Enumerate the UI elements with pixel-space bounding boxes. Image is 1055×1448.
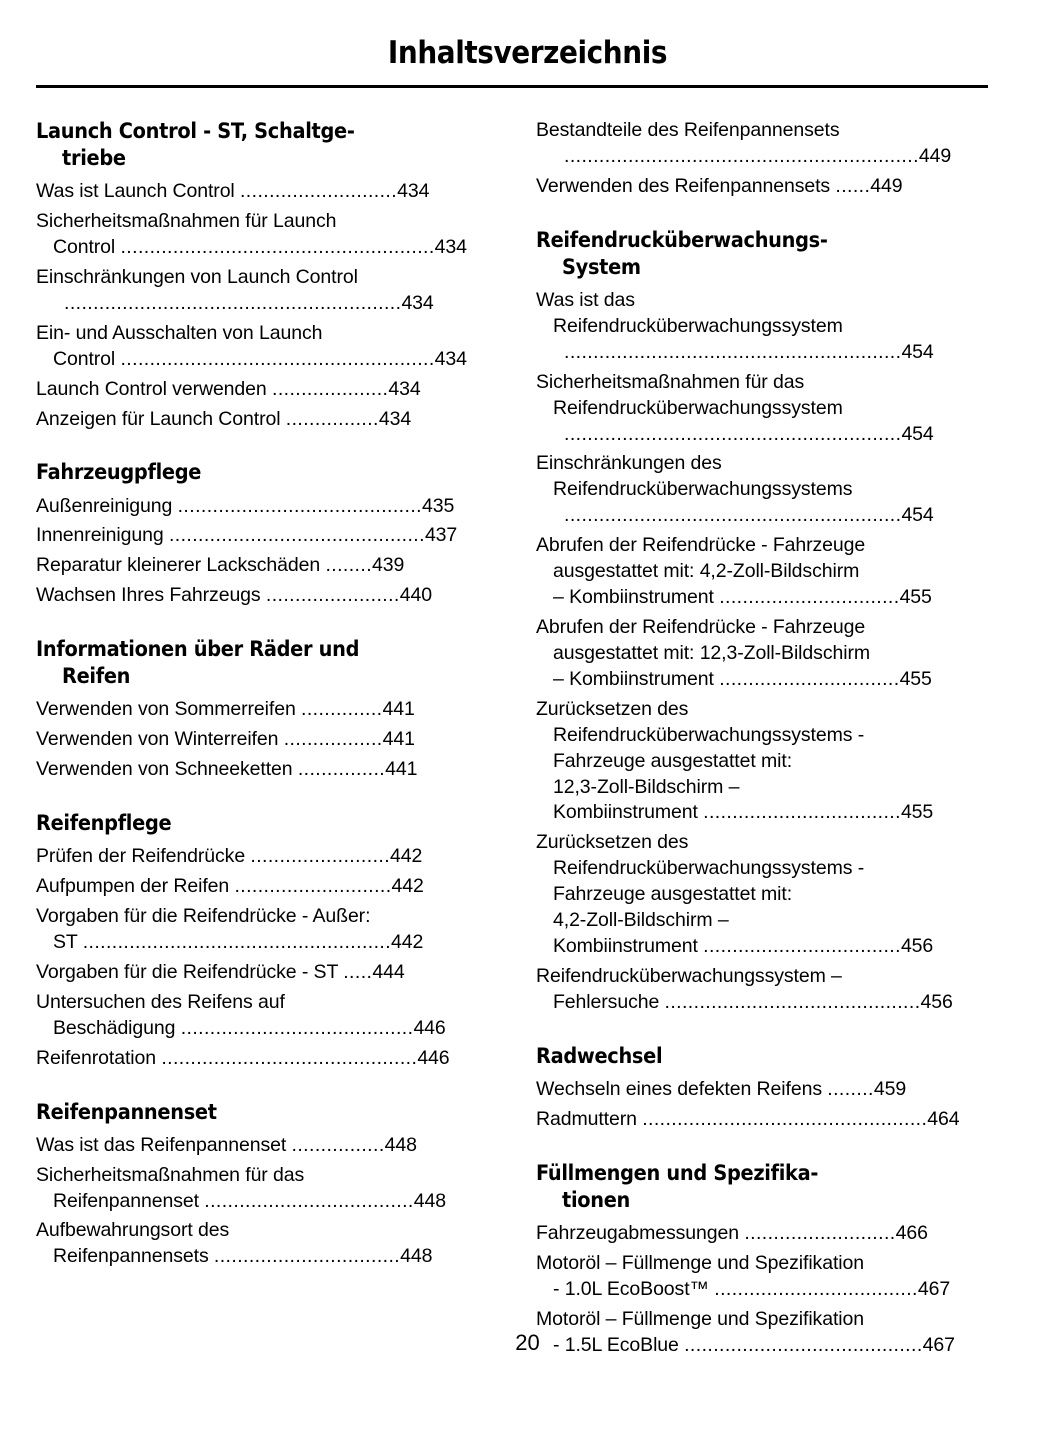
- toc-section: [536, 118, 1006, 200]
- toc-page-number: 434: [378, 407, 412, 430]
- toc-entry-line: [536, 964, 1006, 990]
- toc-entry[interactable]: [536, 370, 1006, 448]
- toc-entry-line: [536, 723, 1006, 749]
- toc-entry[interactable]: [36, 265, 506, 317]
- toc-entry-text: Verwenden des Reifenpannensets: [536, 174, 836, 197]
- toc-entry-line: [536, 882, 1006, 908]
- section-heading-line: Reifendrucküberwachungs-: [536, 227, 828, 253]
- toc-section: [36, 810, 506, 1071]
- toc-entry-text: Innenreinigung: [36, 524, 169, 547]
- toc-page-number: 442: [391, 875, 424, 898]
- toc-entry-line: [536, 533, 1006, 559]
- dot-leader: ..........................................................: [564, 340, 902, 363]
- toc-entry-line: [36, 930, 506, 956]
- page-number: 20: [515, 1330, 540, 1355]
- toc-page-number: 442: [390, 845, 423, 868]
- toc-entry[interactable]: [36, 1046, 506, 1072]
- toc-entry-line: [536, 830, 1006, 856]
- toc-entry-text: Control: [53, 347, 121, 370]
- toc-entry-line: [536, 396, 1006, 422]
- toc-entry-text: Zurücksetzen des: [536, 831, 689, 854]
- toc-entry[interactable]: [36, 1163, 506, 1215]
- toc-entry-text: Prüfen der Reifendrücke: [36, 845, 251, 868]
- toc-page-number: 464: [927, 1107, 960, 1130]
- toc-entry[interactable]: [536, 533, 1006, 611]
- toc-entry-text: Wachsen Ihres Fahrzeugs: [36, 584, 266, 607]
- toc-entry-line: [36, 494, 506, 520]
- toc-entry-text: Fahrzeugabmessungen: [536, 1221, 745, 1244]
- toc-entry-line: [536, 370, 1006, 396]
- toc-entry-line: [36, 291, 506, 317]
- toc-entry-text: Reifendrucküberwachungssystem: [553, 396, 843, 419]
- toc-entry-line: [536, 934, 1006, 960]
- dot-leader: .................................................: [642, 1107, 928, 1130]
- toc-page-number: 439: [372, 554, 405, 577]
- toc-entry-line: [36, 1133, 506, 1159]
- toc-entry-line: [36, 347, 506, 373]
- toc-page-number: 435: [421, 494, 455, 517]
- toc-entry[interactable]: [536, 288, 1006, 366]
- dot-leader: ........................................: [180, 1016, 414, 1039]
- toc-entry-text: Zurücksetzen des: [536, 697, 689, 720]
- toc-entry-line: [36, 990, 506, 1016]
- toc-page-number: 456: [900, 935, 934, 958]
- toc-entry-text: Reifenrotation: [36, 1046, 162, 1069]
- toc-page-number: 434: [401, 291, 434, 314]
- section-heading-line: Informationen über Räder und: [36, 637, 360, 663]
- toc-entry-line: [36, 1046, 506, 1072]
- toc-entry-text: ST: [53, 930, 83, 953]
- dot-leader: ....................: [272, 377, 389, 400]
- toc-page-number: 441: [382, 698, 415, 721]
- toc-entry[interactable]: [36, 757, 506, 783]
- toc-entry-line: [36, 697, 506, 723]
- toc-entry[interactable]: [536, 1251, 1006, 1303]
- toc-entry-line: [536, 1251, 1006, 1277]
- toc-entry-line: [36, 583, 506, 609]
- toc-entry-text: Fehlersuche: [553, 990, 665, 1013]
- toc-entry-text: ausgestattet mit: 12,3-Zoll-Bildschirm: [553, 641, 870, 664]
- section-heading-line: Reifen: [62, 664, 131, 690]
- toc-section: [36, 636, 506, 783]
- toc-entry-line: [536, 118, 1006, 144]
- toc-entry[interactable]: [536, 174, 1006, 200]
- toc-entry-text: Reifenpannensets: [53, 1245, 214, 1268]
- dot-leader: ...........................: [239, 180, 398, 203]
- toc-entry-line: [36, 727, 506, 753]
- section-heading-line: System: [562, 254, 641, 280]
- section-heading: [36, 1099, 506, 1126]
- toc-entry-text: Reifendrucküberwachungssystem: [553, 314, 843, 337]
- toc-entry[interactable]: [536, 697, 1006, 827]
- toc-entry-line: [36, 844, 506, 870]
- toc-entry[interactable]: [36, 990, 506, 1042]
- toc-entry-line: [536, 288, 1006, 314]
- toc-entry-line: [36, 209, 506, 235]
- toc-page-number: 440: [399, 584, 432, 607]
- toc-entry-line: [36, 757, 506, 783]
- dot-leader: ............................................: [168, 524, 425, 547]
- dot-leader: ...............................: [719, 586, 900, 609]
- left-column: [36, 118, 506, 1363]
- toc-page-number: 449: [918, 144, 952, 167]
- toc-entry-text: Control: [53, 236, 121, 258]
- toc-entry-text: Reifendrucküberwachungssystems -: [553, 857, 865, 880]
- section-heading-line: Reifenpflege: [36, 811, 172, 837]
- toc-entry-line: [536, 314, 1006, 340]
- toc-entry-line: [536, 174, 1006, 200]
- section-heading: [536, 1043, 1006, 1070]
- toc-entry-text: 12,3-Zoll-Bildschirm –: [553, 775, 740, 798]
- toc-entry-line: [536, 615, 1006, 641]
- dot-leader: .............................................................: [564, 144, 919, 167]
- toc-entry-line: [36, 1163, 506, 1189]
- dot-leader: ..........................................: [177, 494, 422, 517]
- toc-entry-text: Vorgaben für die Reifendrücke - ST: [36, 960, 344, 983]
- dot-leader: ...................................: [714, 1277, 918, 1300]
- dot-leader: ............................................: [664, 990, 921, 1013]
- toc-page-number: 448: [384, 1133, 417, 1156]
- toc-entry-text: Was ist Launch Control: [36, 180, 240, 203]
- toc-page-number: 455: [899, 586, 932, 609]
- toc-entry-line: [36, 265, 506, 291]
- toc-entry-text: Reifendrucküberwachungssystems -: [553, 723, 865, 746]
- dot-leader: .......................: [265, 584, 400, 607]
- toc-entry-line: [536, 775, 1006, 801]
- toc-columns: [0, 118, 1055, 1363]
- toc-entry-text: Wechseln eines defekten Reifens: [536, 1077, 828, 1100]
- dot-leader: .................: [283, 728, 383, 751]
- dot-leader: ........................: [250, 845, 391, 868]
- toc-entry-text: Verwenden von Winterreifen: [36, 728, 284, 751]
- dot-leader: ........: [325, 554, 373, 577]
- toc-entry-text: Was ist das: [536, 288, 635, 311]
- toc-page-number: 454: [901, 504, 934, 527]
- toc-entry-line: [36, 874, 506, 900]
- section-heading: [36, 459, 506, 486]
- toc-entry-line: [36, 321, 506, 347]
- toc-page-number: 454: [901, 422, 934, 445]
- section-heading-line: Launch Control - ST, Schaltge-: [36, 119, 355, 144]
- toc-entry-line: [36, 1016, 506, 1042]
- toc-entry[interactable]: [36, 844, 506, 870]
- toc-entry-line: [536, 908, 1006, 934]
- toc-entry[interactable]: [36, 523, 506, 549]
- section-heading-line: triebe: [62, 146, 126, 172]
- toc-entry-text: Abrufen der Reifendrücke - Fahrzeuge: [536, 534, 866, 557]
- toc-entry-text: - 1.0L EcoBoost™: [553, 1277, 715, 1300]
- toc-entry-text: Ein- und Ausschalten von Launch: [36, 321, 323, 344]
- toc-page-number: 446: [413, 1016, 446, 1039]
- toc-entry-line: [36, 377, 506, 403]
- toc-entry[interactable]: [36, 494, 506, 520]
- toc-page-number: 434: [434, 236, 467, 258]
- toc-entry-text: Sicherheitsmaßnahmen für das: [36, 1163, 305, 1186]
- toc-page-number: 449: [870, 174, 903, 197]
- toc-entry-text: 4,2-Zoll-Bildschirm –: [553, 909, 729, 932]
- title-divider: [36, 85, 988, 88]
- toc-page-number: 444: [372, 960, 405, 983]
- toc-entry-text: - 1.5L EcoBlue: [553, 1333, 685, 1356]
- toc-entry[interactable]: [36, 1133, 506, 1159]
- toc-entry-text: Abrufen der Reifendrücke - Fahrzeuge: [536, 615, 866, 638]
- toc-entry[interactable]: [36, 583, 506, 609]
- section-heading: [36, 118, 506, 172]
- toc-entry[interactable]: [36, 697, 506, 723]
- toc-entry-line: [536, 667, 1006, 693]
- toc-entry[interactable]: [36, 553, 506, 579]
- toc-entry-text: Motoröl – Füllmenge und Spezifikation: [536, 1307, 864, 1330]
- toc-entry-line: [536, 697, 1006, 723]
- toc-section: [36, 1099, 506, 1271]
- toc-page-number: 434: [397, 180, 430, 203]
- toc-entry-line: [536, 800, 1006, 826]
- toc-entry-line: [36, 1189, 506, 1215]
- toc-entry[interactable]: [536, 118, 1006, 170]
- toc-entry-text: Was ist das Reifenpannenset: [36, 1133, 292, 1156]
- section-heading-line: Reifenpannenset: [36, 1099, 217, 1125]
- toc-entry[interactable]: [536, 1077, 1006, 1103]
- toc-entry-line: [36, 235, 506, 261]
- dot-leader: ............................................: [161, 1046, 418, 1069]
- toc-section: [36, 118, 506, 432]
- toc-entry-text: Fahrzeuge ausgestattet mit:: [553, 749, 793, 772]
- toc-entry-text: Motoröl – Füllmenge und Spezifikation: [536, 1251, 864, 1274]
- toc-entry-text: Verwenden von Sommerreifen: [36, 698, 302, 721]
- toc-section: [536, 227, 1006, 1016]
- dot-leader: ..........................: [744, 1221, 896, 1244]
- dot-leader: ....................................: [204, 1189, 414, 1212]
- toc-entry[interactable]: [36, 874, 506, 900]
- section-heading: [36, 810, 506, 837]
- toc-entry[interactable]: [36, 904, 506, 956]
- toc-entry[interactable]: [536, 1221, 1006, 1247]
- toc-page-number: 467: [922, 1333, 955, 1356]
- section-heading: [36, 636, 506, 690]
- toc-page-number: 466: [895, 1221, 928, 1244]
- toc-entry-text: Reparatur kleinerer Lackschäden: [36, 554, 326, 577]
- toc-entry-line: [536, 856, 1006, 882]
- dot-leader: ...............................: [719, 667, 900, 690]
- toc-entry-text: Kombiinstrument: [553, 935, 704, 958]
- toc-entry-line: [36, 407, 506, 433]
- toc-entry-text: Außenreinigung: [36, 494, 178, 517]
- section-heading-line: Füllmengen und Spezifika-: [536, 1160, 819, 1186]
- toc-entry[interactable]: [536, 830, 1006, 960]
- toc-entry-line: [536, 990, 1006, 1016]
- dot-leader: ................: [291, 1133, 385, 1156]
- toc-page-number: 454: [901, 340, 934, 363]
- toc-section: [536, 1160, 1006, 1359]
- toc-entry-line: [536, 144, 1006, 170]
- dot-leader: ................................: [213, 1245, 401, 1268]
- toc-entry-line: [536, 477, 1006, 503]
- toc-entry-text: Reifenpannenset: [53, 1189, 205, 1212]
- dot-leader: ......: [835, 174, 871, 197]
- toc-entry-text: Aufbewahrungsort des: [36, 1219, 230, 1242]
- toc-entry-line: [36, 960, 506, 986]
- toc-entry-line: [536, 1107, 1006, 1133]
- dot-leader: ...........................: [234, 875, 392, 898]
- toc-entry-line: [536, 585, 1006, 611]
- toc-entry[interactable]: [536, 451, 1006, 529]
- toc-entry[interactable]: [36, 727, 506, 753]
- toc-page-number: 437: [424, 524, 458, 547]
- toc-entry-text: Beschädigung: [53, 1016, 181, 1039]
- toc-entry-line: [36, 523, 506, 549]
- toc-section: [36, 459, 506, 609]
- toc-entry-text: Anzeigen für Launch Control: [36, 407, 286, 430]
- section-heading: [536, 227, 1006, 281]
- section-heading-line: tionen: [562, 1187, 631, 1213]
- toc-entry-line: [536, 1277, 1006, 1303]
- toc-page-number: 448: [413, 1189, 446, 1212]
- toc-entry-text: Untersuchen des Reifens auf: [36, 990, 285, 1013]
- toc-entry[interactable]: [36, 377, 506, 403]
- dot-leader: ......................................................: [120, 236, 435, 258]
- toc-entry-text: Einschränkungen des: [536, 452, 722, 475]
- toc-page-number: 456: [920, 990, 953, 1013]
- toc-entry-line: [536, 1077, 1006, 1103]
- toc-page-number: 455: [900, 801, 934, 824]
- toc-entry[interactable]: [36, 179, 506, 205]
- toc-entry-text: Vorgaben für die Reifendrücke - Außer:: [36, 905, 371, 928]
- toc-entry-line: [536, 1221, 1006, 1247]
- toc-entry[interactable]: [36, 407, 506, 433]
- toc-entry-text: Launch Control verwenden: [36, 377, 272, 400]
- toc-entry-text: – Kombiinstrument: [553, 586, 720, 609]
- dot-leader: ..........................................................: [564, 504, 902, 527]
- toc-entry-line: [36, 179, 506, 205]
- dot-leader: ..................................: [703, 801, 901, 824]
- right-column: [536, 118, 1006, 1363]
- toc-page-number: 434: [388, 377, 421, 400]
- dot-leader: ..............: [301, 698, 383, 721]
- toc-page-number: 455: [899, 667, 932, 690]
- toc-entry[interactable]: [36, 209, 506, 261]
- section-heading: [536, 1160, 1006, 1214]
- toc-entry-line: [536, 451, 1006, 477]
- toc-entry-text: Reifendrucküberwachungssystem –: [536, 964, 842, 987]
- dot-leader: ..........................................................: [564, 422, 902, 445]
- dot-leader: .....................................................: [82, 930, 392, 953]
- toc-page-number: 448: [400, 1245, 433, 1268]
- toc-page-number: 467: [917, 1277, 951, 1300]
- toc-entry-text: Verwenden von Schneeketten: [36, 758, 298, 781]
- toc-entry[interactable]: [36, 1218, 506, 1270]
- toc-entry-line: [536, 1307, 1006, 1333]
- toc-entry-text: – Kombiinstrument: [553, 667, 720, 690]
- page-title: Inhaltsverzeichnis: [387, 35, 668, 71]
- toc-page-number: 441: [385, 758, 418, 781]
- toc-entry[interactable]: [36, 960, 506, 986]
- toc-entry[interactable]: [536, 1107, 1006, 1133]
- dot-leader: .....: [343, 960, 373, 983]
- toc-entry-line: [36, 1244, 506, 1270]
- dot-leader: .........................................: [684, 1333, 923, 1356]
- toc-page-number: 434: [434, 347, 467, 370]
- toc-entry-line: [536, 749, 1006, 775]
- dot-leader: ...............: [297, 758, 386, 781]
- toc-entry-text: Bestandteile des Reifenpannensets: [536, 119, 840, 141]
- toc-page-number: 442: [391, 930, 424, 953]
- toc-section: [536, 1043, 1006, 1133]
- dot-leader: ........: [827, 1077, 874, 1100]
- toc-entry[interactable]: [36, 321, 506, 373]
- toc-entry-line: [536, 422, 1006, 448]
- toc-entry-line: [536, 340, 1006, 366]
- toc-entry-text: Sicherheitsmaßnahmen für das: [536, 370, 805, 393]
- toc-page-number: 459: [873, 1077, 907, 1100]
- toc-entry-text: Kombiinstrument: [553, 801, 704, 824]
- dot-leader: ................: [285, 407, 379, 430]
- toc-entry-line: [36, 1218, 506, 1244]
- toc-entry-line: [536, 641, 1006, 667]
- toc-entry-line: [36, 553, 506, 579]
- section-heading-line: Fahrzeugpflege: [36, 460, 202, 486]
- toc-entry-text: Radmuttern: [536, 1107, 643, 1130]
- toc-entry-line: [36, 904, 506, 930]
- dot-leader: ......................................................: [120, 347, 435, 370]
- toc-entry-text: Fahrzeuge ausgestattet mit:: [553, 883, 793, 906]
- toc-page-number: 441: [382, 728, 415, 751]
- toc-entry-text: Reifendrucküberwachungssystems: [553, 478, 853, 501]
- toc-entry[interactable]: [536, 615, 1006, 693]
- toc-entry-text: Aufpumpen der Reifen: [36, 875, 235, 898]
- toc-page-number: 446: [417, 1046, 450, 1069]
- section-heading-line: Radwechsel: [536, 1043, 663, 1069]
- dot-leader: ..........................................................: [64, 291, 402, 314]
- dot-leader: ..................................: [703, 935, 901, 958]
- toc-entry-line: [536, 559, 1006, 585]
- toc-entry-line: [536, 503, 1006, 529]
- toc-entry-text: ausgestattet mit: 4,2-Zoll-Bildschirm: [553, 560, 860, 583]
- toc-entry-text: Sicherheitsmaßnahmen für Launch: [36, 210, 337, 233]
- toc-entry[interactable]: [536, 964, 1006, 1016]
- toc-entry-text: Einschränkungen von Launch Control: [36, 265, 358, 288]
